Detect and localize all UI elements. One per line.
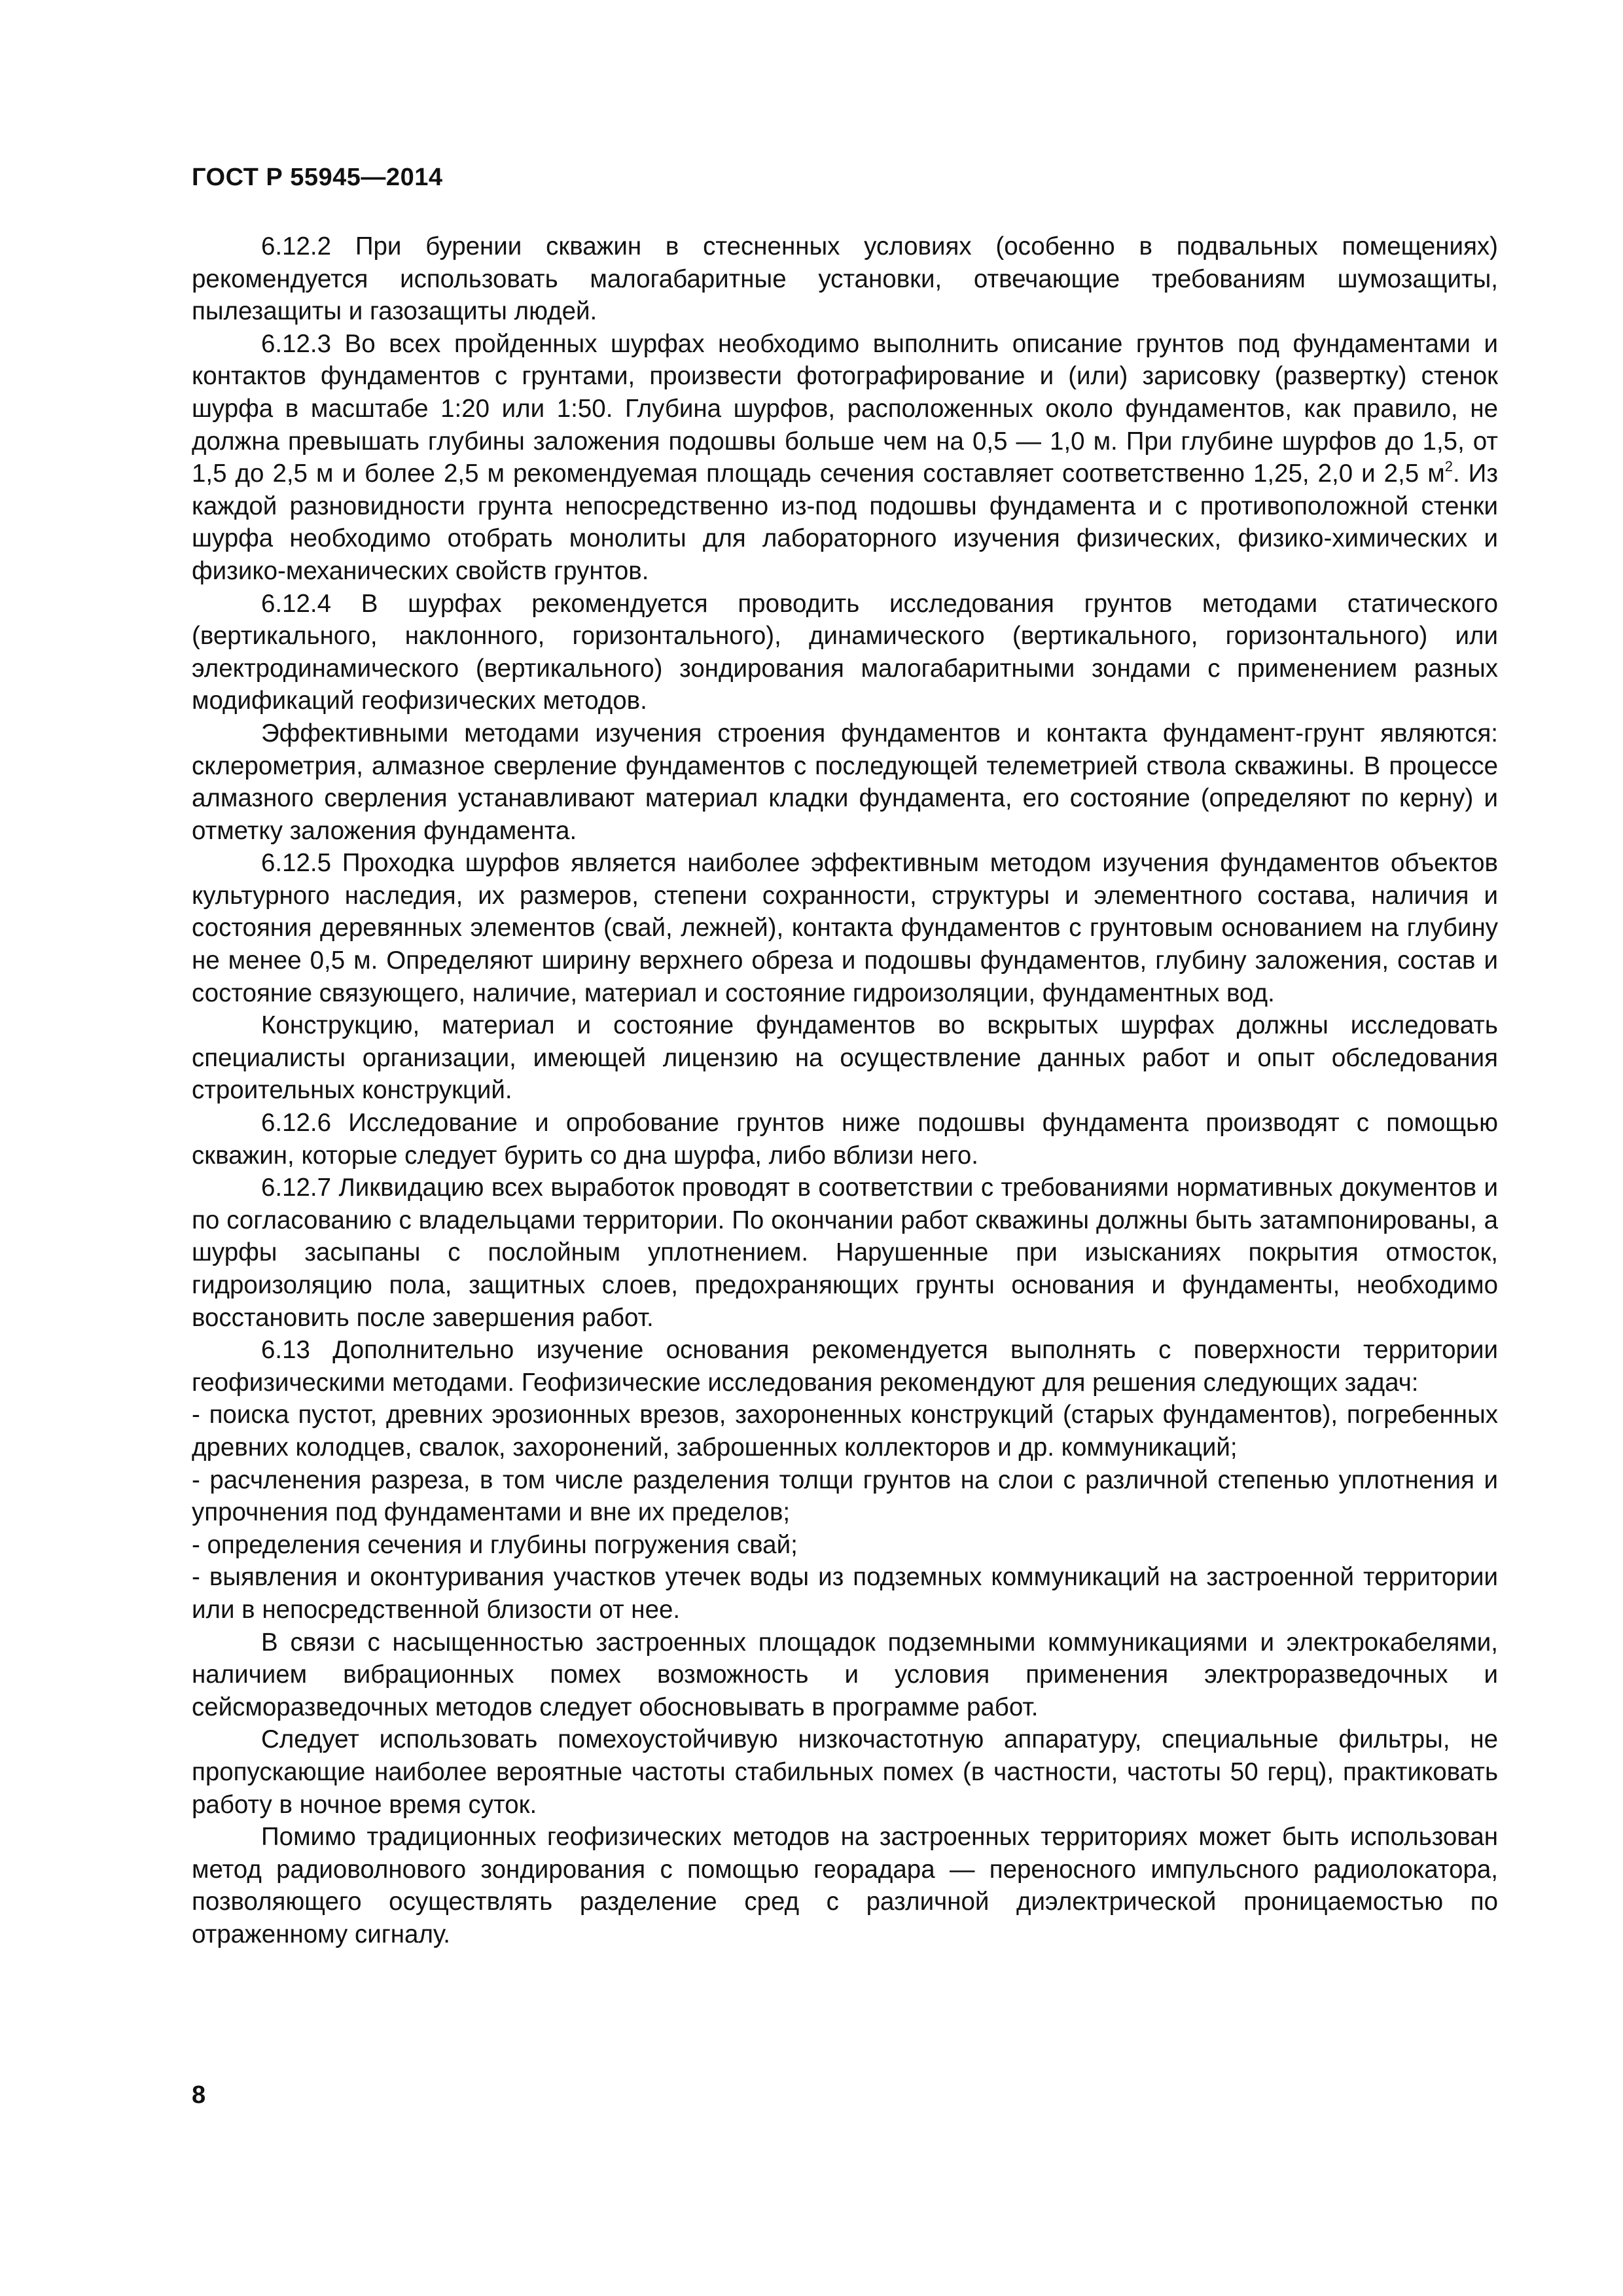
list-item: - определения сечения и глубины погружения свай; xyxy=(192,1530,798,1559)
document-header: ГОСТ Р 55945—2014 xyxy=(192,164,443,191)
paragraph-equipment: Следует использовать помехоустойчивую низкочастотную аппаратуру, специальные фильтры, не пропускающие наиболее вероятные частоты стабильных помех (в частности, частоты 50 герц), практиковать работу в ночное время суток. xyxy=(192,1725,1498,1819)
paragraph-6-12-4: 6.12.4 В шурфах рекомендуется проводить исследования грунтов методами статического (вертикального, наклонного, горизонтального), динамического (вертикального, горизонтального) или электродинамического (вертикального) зондирования малогабаритными зондами с применением разных модификаций геофизических методов. xyxy=(192,589,1498,715)
paragraph-6-12-2: 6.12.2 При бурении скважин в стесненных условиях (особенно в подвальных помещениях) рекомендуется использовать малогабаритные установки, отвечающие требованиям шумозащиты, пылезащиты и газозащиты людей. xyxy=(192,232,1498,326)
paragraph-6-13: 6.13 Дополнительно изучение основания рекомендуется выполнять с поверхности территории геофизическими методами. Геофизические исследования рекомендуют для решения следующих задач: xyxy=(192,1336,1498,1397)
superscript-squared: 2 xyxy=(1444,458,1453,475)
paragraph-construction: Конструкцию, материал и состояние фундаментов во вскрытых шурфах должны исследовать специалисты организации, имеющей лицензию на осуществление данных работ и опыт обследования строительных конструкций. xyxy=(192,1011,1498,1105)
paragraph-6-12-3-text-b: . Из каждой разновидности грунта непосредственно из-под подошвы фундамента и с противоположной стенки шурфа необходимо отобрать монолиты для лабораторного изучения физических, физико-химических и физико-механических свойств грунтов. xyxy=(192,459,1499,585)
paragraph-6-12-6: 6.12.6 Исследование и опробование грунтов ниже подошвы фундамента производят с помощью скважин, которые следует бурить со дна шурфа, либо вблизи него. xyxy=(192,1109,1498,1170)
list-item: - расчленения разреза, в том числе разделения толщи грунтов на слои с различной степенью уплотнения и упрочнения под фундаментами и вне их пределов; xyxy=(192,1465,1498,1527)
list-item: - выявления и оконтуривания участков утечек воды из подземных коммуникаций на застроенной территории или в непосредственной близости от нее. xyxy=(192,1563,1498,1624)
document-body xyxy=(192,230,1498,1950)
list-item: - поиска пустот, древних эрозионных врезов, захороненных конструкций (старых фундаментов), погребенных древних колодцев, свалок, захоронений, заброшенных коллекторов и др. коммуникаций; xyxy=(192,1401,1498,1462)
paragraph-6-12-7: 6.12.7 Ликвидацию всех выработок проводят в соответствии с требованиями нормативных документов и по согласованию с владельцами территории. По окончании работ скважины должны быть затампонированы, а шурфы засыпаны с послойным уплотнением. Нарушенные при изысканиях покрытия отмосток, гидроизоляцию пола, защитных слоев, предохраняющих грунты основания и фундаменты, необходимо восстановить после завершения работ. xyxy=(192,1174,1498,1332)
paragraph-georadar: Помимо традиционных геофизических методов на застроенных территориях может быть использован метод радиоволнового зондирования с помощью георадара — переносного импульсного радиолокатора, позволяющего осуществлять разделение сред с различной диэлектрической проницаемостью по отраженному сигналу. xyxy=(192,1823,1498,1948)
paragraph-6-12-3-text-a: 6.12.3 Во всех пройденных шурфах необходимо выполнить описание грунтов под фундаментами и контактов фундаментов с грунтами, произвести фотографирование и (или) зарисовку (развертку) стенок шурфа в масштабе 1:20 или 1:50. Глубина шурфов, расположенных около фундаментов, как правило, не должна превышать глубины заложения подошвы больше чем на 0,5 — 1,0 м. При глубине шурфов до 1,5, от 1,5 до 2,5 м и более 2,5 м рекомендуемая площадь сечения составляет соответственно 1,25, 2,0 и 2,5 м xyxy=(192,329,1498,488)
paragraph-6-12-5: 6.12.5 Проходка шурфов является наиболее эффективным методом изучения фундаментов объектов культурного наследия, их размеров, степени сохранности, структуры и элементного состава, наличия и состояния деревянных элементов (свай, лежней), контакта фундаментов с грунтовым основанием на глубину не менее 0,5 м. Определяют ширину верхнего обреза и подошвы фундаментов, глубину заложения, состав и состояние связующего, наличие, материал и состояние гидроизоляции, фундаментных вод. xyxy=(192,849,1498,1007)
page-number: 8 xyxy=(192,2081,206,2109)
paragraph-6-12-3 xyxy=(192,328,1498,588)
paragraph-communications: В связи с насыщенностью застроенных площадок подземными коммуникациями и электрокабелями, наличием вибрационных помех возможность и условия применения электроразведочных и сейсморазведочных методов следует обосновывать в программе работ. xyxy=(192,1628,1498,1721)
paragraph-effective-methods: Эффективными методами изучения строения фундаментов и контакта фундамент-грунт являются: склерометрия, алмазное сверление фундаментов с последующей телеметрией ствола скважины. В процессе алмазного сверления устанавливают материал кладки фундамента, его состояние (определяют по керну) и отметку заложения фундамента. xyxy=(192,719,1498,845)
